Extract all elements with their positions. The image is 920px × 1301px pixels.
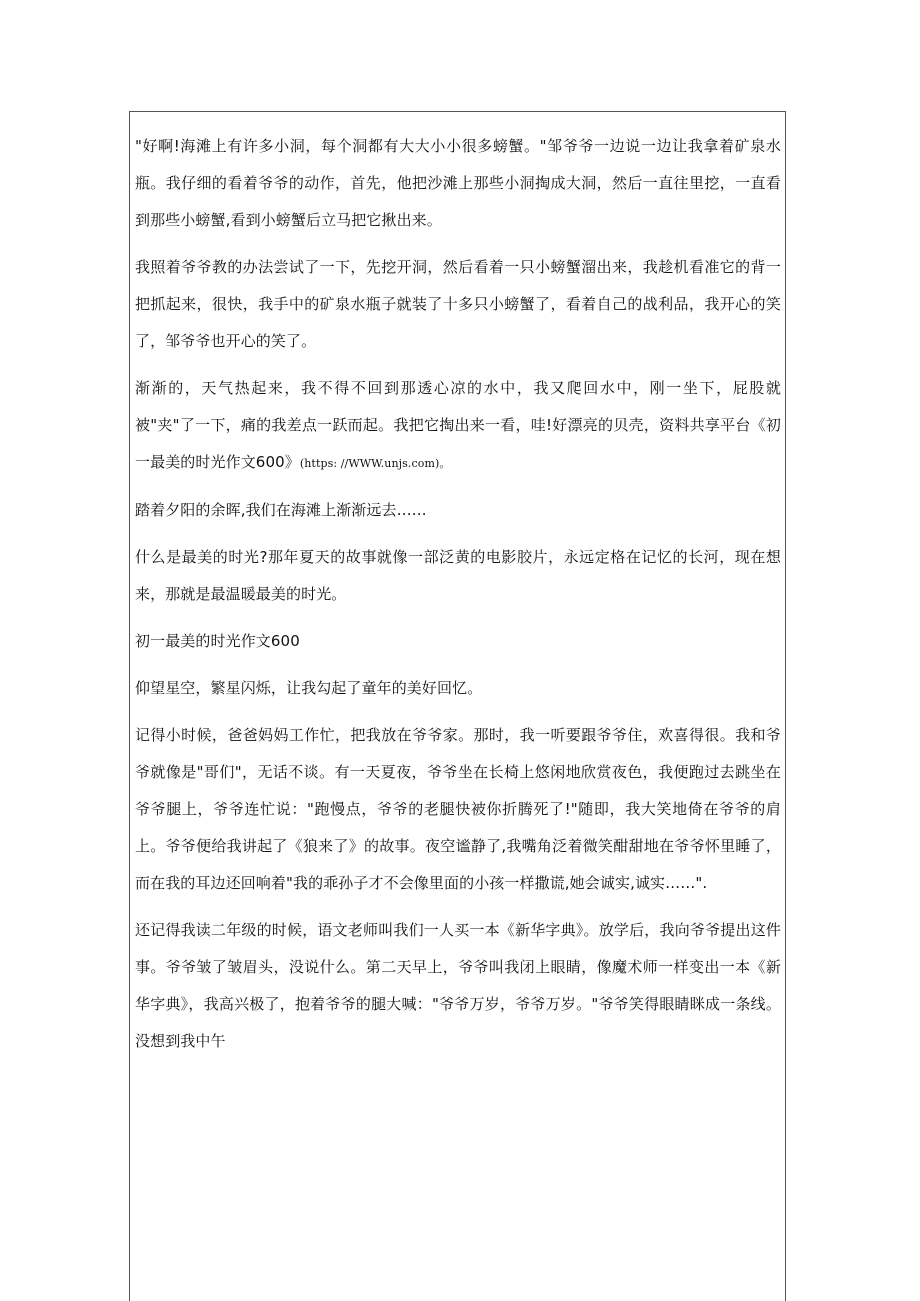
paragraph-8: 还记得我读二年级的时候，语文老师叫我们一人买一本《新华字典》。放学后，我向爷爷提出这件事。爷爷皱了皱眉头，没说什么。第二天早上，爷爷叫我闭上眼睛，像魔术师一样变出一本《新华字典》，我高兴极了，抱着爷爷的腿大喊："爷爷万岁，爷爷万岁。"爷爷笑得眼睛眯成一条线。没想到我中午	[135, 921, 781, 1050]
paragraph-6: 仰望星空，繁星闪烁，让我勾起了童年的美好回忆。	[135, 679, 483, 697]
paragraph-5: 什么是最美的时光?那年夏天的故事就像一部泛黄的电影胶片，永远定格在记忆的长河，现在想来，那就是最温暖最美的时光。	[135, 548, 781, 603]
section-title: 初一最美的时光作文600	[135, 632, 300, 650]
paragraph-3-text: 渐渐的，天气热起来，我不得不回到那透心凉的水中，我又爬回水中，刚一坐下，屁股就被"夹"了一下，痛的我差点一跃而起。我把它掏出来一看，哇!好漂亮的贝壳，资料共享平台《初一最美的时光作文600》	[135, 379, 781, 471]
document-body	[135, 128, 781, 1070]
source-url: (https: //WWW.unjs.com)。	[299, 457, 451, 470]
paragraph-2: 我照着爷爷教的办法尝试了一下，先挖开洞，然后看着一只小螃蟹溜出来，我趁机看准它的背一把抓起来，很快，我手中的矿泉水瓶子就装了十多只小螃蟹了，看着自己的战利品，我开心的笑了，邹爷爷也开心的笑了。	[135, 258, 781, 350]
paragraph-7: 记得小时候，爸爸妈妈工作忙，把我放在爷爷家。那时，我一听要跟爷爷住，欢喜得很。我和爷爷就像是"哥们"，无话不谈。有一天夏夜，爷爷坐在长椅上悠闲地欣赏夜色，我便跑过去跳坐在爷爷腿上，爷爷连忙说："跑慢点，爷爷的老腿快被你折腾死了!"随即，我大笑地倚在爷爷的肩上。爷爷便给我讲起了《狼来了》的故事。夜空谧静了,我嘴角泛着微笑酣甜地在爷爷怀里睡了，而在我的耳边还回响着"我的乖孙子才不会像里面的小孩一样撒谎,她会诚实,诚实……".	[135, 726, 781, 892]
paragraph-3	[135, 370, 781, 482]
paragraph-4: 踏着夕阳的余晖,我们在海滩上渐渐远去……	[135, 501, 427, 519]
paragraph-1: "好啊!海滩上有许多小洞，每个洞都有大大小小很多螃蟹。"邹爷爷一边说一边让我拿着矿泉水瓶。我仔细的看着爷爷的动作，首先，他把沙滩上那些小洞掏成大洞，然后一直往里挖，一直看到那些小螃蟹,看到小螃蟹后立马把它揪出来。	[135, 137, 781, 229]
